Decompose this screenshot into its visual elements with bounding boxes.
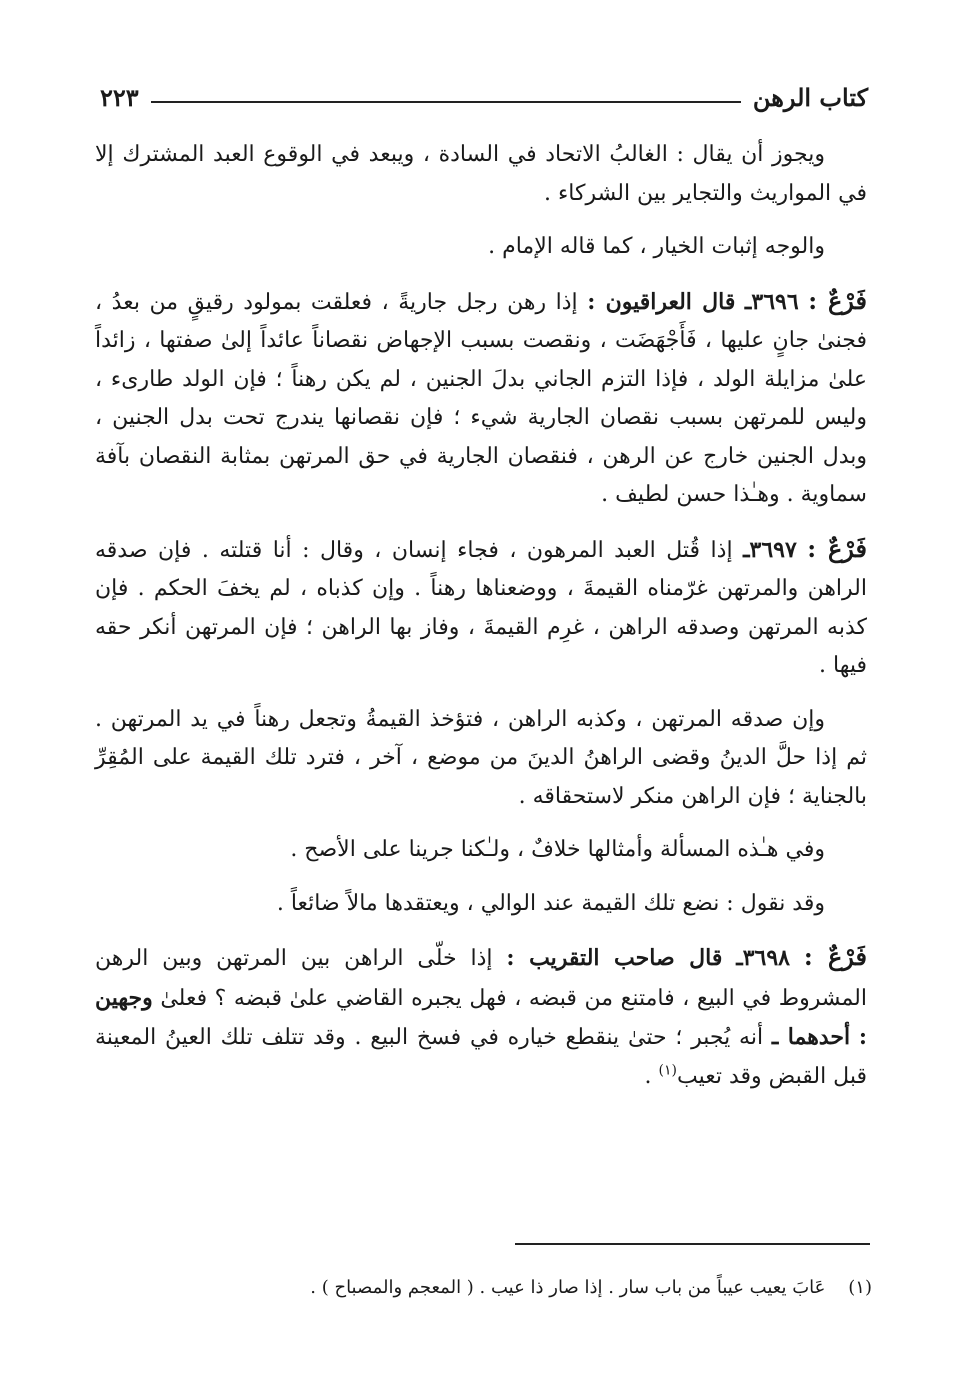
paragraph: وفي هـٰذه المسألة وأمثالها خلافٌ ، ولـٰكنا جرينا على الأصح . xyxy=(290,837,825,862)
bold-phrase: أحدهما ـ xyxy=(771,1024,851,1050)
paragraph-text: أنه يُجبر ؛ حتىٰ ينقطع خياره في فسخ البيع . وقد تتلف تلك العينُ المعينة قبل القبض وقد تعيب xyxy=(95,1025,867,1089)
lead-phrase: قال العراقيون : xyxy=(587,288,736,315)
page-number: ٢٢٣ xyxy=(100,82,139,112)
chapter-title: كتاب الرهن xyxy=(752,82,868,112)
lead-phrase: قال صاحب التقريب : xyxy=(506,945,723,971)
page-header xyxy=(100,72,868,122)
far-label: فَرْعٌ : xyxy=(803,942,867,971)
footnote-marker: (١) xyxy=(848,1277,872,1298)
footnote-rule xyxy=(515,1243,870,1245)
paragraph-text: إذا رهن رجل جاريةً ، فعلقت بمولود رقيقٍ من بعدُ ، فجنىٰ جانٍ عليها ، فَأَجْهَضَت ، ونقصت بسبب الإجهاض نقصاناً عائداً إلىٰ صفتها ، زائداً علىٰ مزايلة الولد ، فإذا التزم الجاني بدلَ الجنين ، لم يكن رهناً ؛ فإن الولد طارىء ، وليس للمرتهن بسبب نقصان الجارية شيء ؛ فإن نقصانها يندرج تحت بدل الجنين ، وبدل الجنين خارج عن الرهن ، فنقصان الجارية في حق المرتهن بمثابة النقصان بآفة سماوية . وهـٰذا حسن لطيف . xyxy=(95,289,868,507)
issue-number: ٣٦٩٦ـ xyxy=(744,288,799,315)
bold-phrase: وجهين : xyxy=(95,984,867,1050)
footnote xyxy=(150,1274,872,1302)
far-label: فَرْعٌ : xyxy=(807,533,867,563)
footnote-reference[interactable]: (١) xyxy=(658,1062,677,1079)
far-paragraph-3696 xyxy=(95,282,867,515)
issue-number: ٣٦٩٨ـ xyxy=(736,945,790,971)
issue-number: ٣٦٩٧ـ xyxy=(743,536,797,563)
header-rule xyxy=(151,101,741,103)
paragraph: ويجوز أن يقال : الغالبُ الاتحاد في السادة ، ويبعد في الوقوع العبد المشترك إلا في المواريث والتجاير بين الشركاء . xyxy=(95,142,867,206)
paragraph-text: إذا خلّى الراهن بين المرتهن وبين الرهن المشروط في البيع ، فامتنع من قبضه ، فهل يجبره القاضي علىٰ قبضه ؟ فعلىٰ xyxy=(95,946,867,1011)
far-label: فَرْعٌ : xyxy=(808,285,868,315)
paragraph-text: إذا قُتل العبد المرهون ، فجاء إنسان ، وقال : أنا قتلته . فإن صدقه الراهن والمرتهن غرّمناه القيمةَ ، ووضعناها رهناً . وإن كذباه ، لم يخفَ الحكم . فإن كذبه المرتهن وصدقه الراهن ، غرِم القيمةَ ، وفاز بها الراهن ؛ فإن المرتهن أنكر حقه فيها . xyxy=(95,537,867,678)
paragraph: وإن صدقه المرتهن ، وكذبه الراهن ، فتؤخذ القيمةُ وتجعل رهناً في يد المرتهن . ثم إذا حلَّ الدينُ وقضى الراهنُ الدينَ من موضع ، آخر ، فترد تلك القيمة على المُقِرِّ بالجناية ؛ فإن الراهن منكر لاستحقاقه . xyxy=(95,706,867,809)
main-text xyxy=(95,136,867,1111)
paragraph: وقد نقول : نضع تلك القيمة عند الوالي ، ويعتقدها مالاً ضائعاً . xyxy=(276,890,825,916)
footnote-text: عَابَ يعيب عيباً من باب سار . إذا صار ذا عيب . ( المعجم والمصباح ) . xyxy=(310,1277,826,1298)
paragraph: والوجه إثبات الخيار ، كما قاله الإمام . xyxy=(488,234,825,259)
far-paragraph-3697 xyxy=(95,530,867,686)
far-paragraph-3698: فَرْعٌ : ٣٦٩٨ـ قال صاحب التقريب : إذا خلّى الراهن بين المرتهن وبين الرهن المشروط في البيع ، فامتنع من قبضه ، فهل يجبره القاضي علىٰ قبضه ؟ فعلىٰ وجهين : أحدهما ـ أنه يُجبر ؛ حتىٰ ينقطع خياره في فسخ البيع . وقد تتلف تلك العينُ المعينة قبل القبض وقد تعيب$^{(١)}$ . xyxy=(95,942,867,1089)
